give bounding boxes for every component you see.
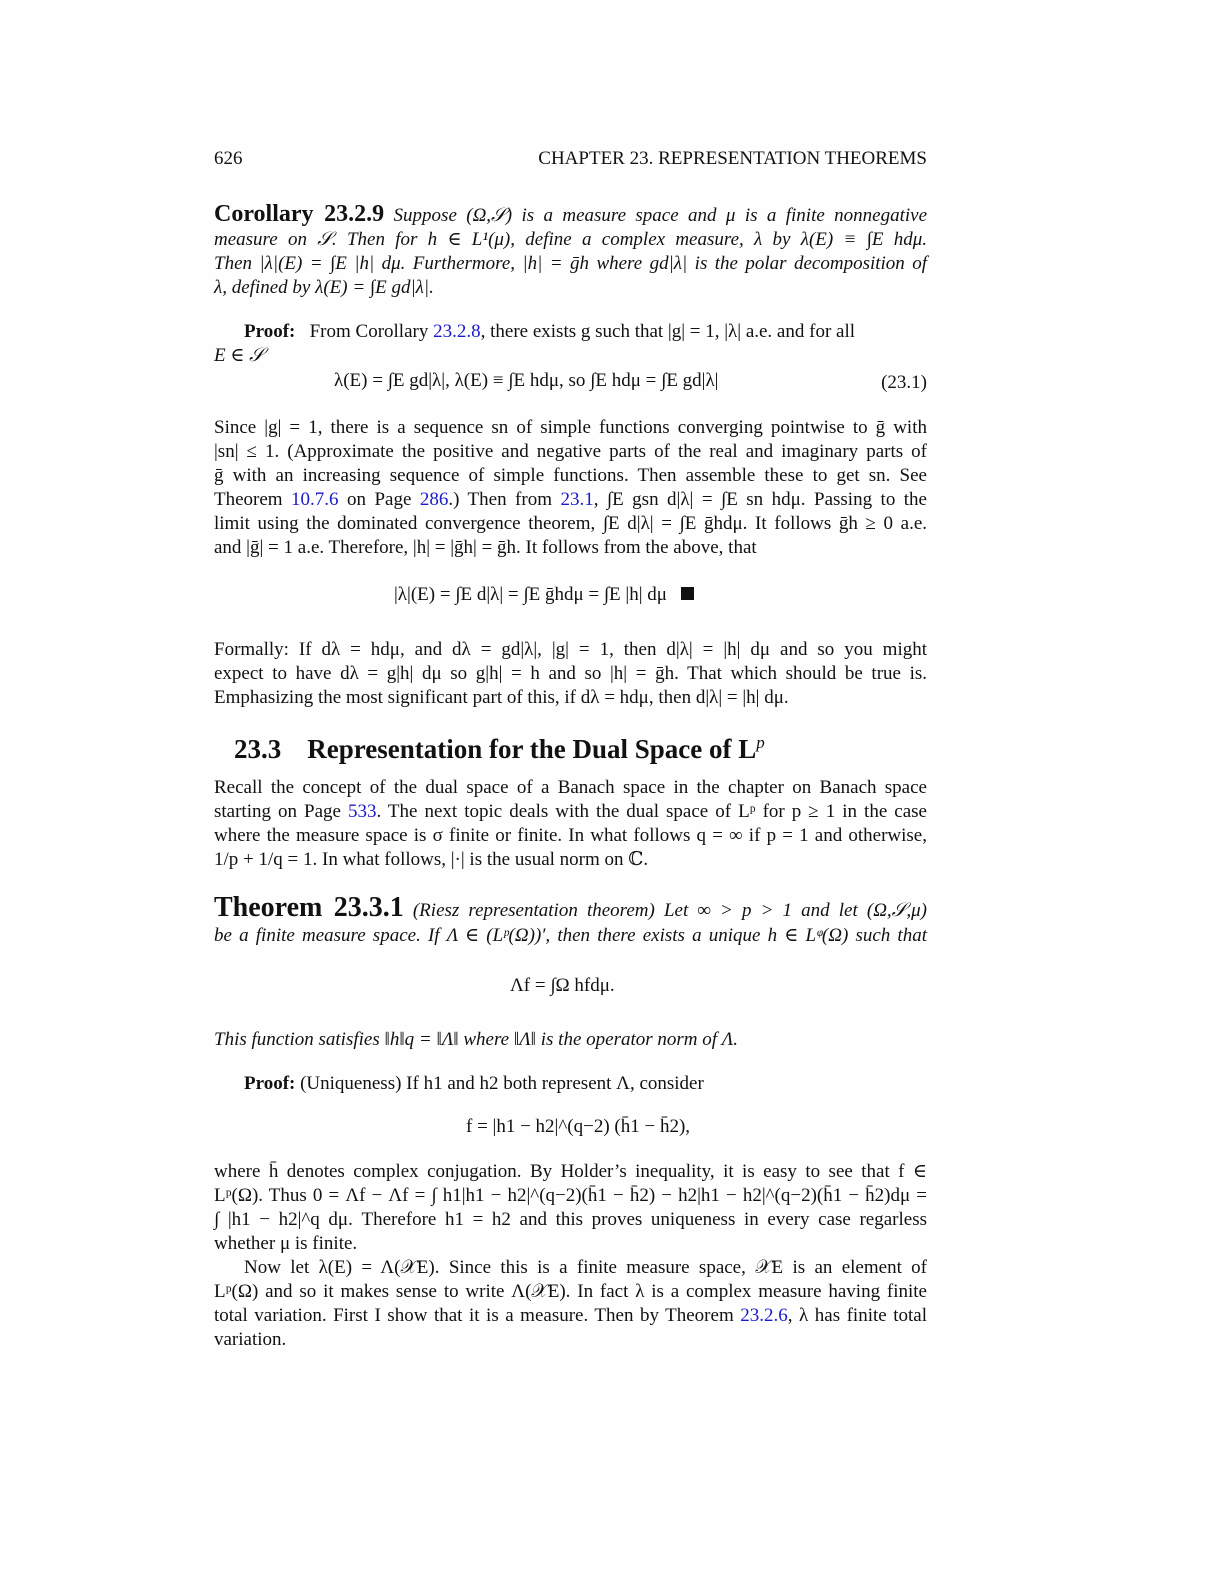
proof2-line-1 <box>214 1072 927 1096</box>
cross-reference-link[interactable]: 23.2.8 <box>433 321 481 342</box>
proof1-para-line-6: and |ḡ| = 1 a.e. Therefore, |h| = |ḡh| = ḡh. It follows from the above, that <box>214 537 757 558</box>
theorem-line-2: be a finite measure space. If Λ ∈ (Lᵖ(Ω))′, then there exists a unique h ∈ Lᵠ(Ω) such that <box>214 925 927 946</box>
intro-line-2: starting on Page 533. The next topic deals with the dual space of Lᵖ for p ≥ 1 in the case <box>214 801 927 822</box>
theorem-label: Theorem 23.3.1 <box>214 892 404 923</box>
section-heading <box>234 733 765 765</box>
theorem-line-1 <box>214 892 927 923</box>
proof2-para-line-6: Lᵖ(Ω) and so it makes sense to write Λ(𝒳E). In fact λ is a complex measure having finite <box>214 1281 927 1302</box>
proof1-para-line-2: |sn| ≤ 1. (Approximate the positive and negative parts of the real and imaginary parts of <box>214 441 927 462</box>
corollary-line-4: λ, defined by λ(E) = ∫E gd|λ|. <box>214 277 434 298</box>
cross-reference-link[interactable]: 533 <box>347 801 377 822</box>
cross-reference-link[interactable]: 286 <box>419 489 449 510</box>
proof2-equation: f = |h1 − h2|^(q−2) (h̄1 − h̄2), <box>466 1116 691 1137</box>
intro-line-1: Recall the concept of the dual space of a Banach space in the chapter on Banach space <box>214 777 927 798</box>
section-title-sup: p <box>756 733 765 752</box>
cross-reference-link[interactable]: 23.2.6 <box>740 1305 788 1326</box>
intro-line-3: where the measure space is σ finite or finite. In what follows q = ∞ if p = 1 and otherwise, <box>214 825 927 846</box>
proof1-para-line-3: ḡ with an increasing sequence of simple functions. Then assemble these to get sn. See <box>214 465 927 486</box>
proof2-text: (Uniqueness) If h1 and h2 both represent Λ, consider <box>300 1073 704 1094</box>
corollary-line-2: measure on 𝒮. Then for h ∈ L¹(μ), define a complex measure, λ by λ(E) ≡ ∫E hdμ. <box>214 229 927 250</box>
proof2-label: Proof: <box>244 1073 296 1094</box>
proof-label: Proof: <box>244 321 296 342</box>
running-title: CHAPTER 23. REPRESENTATION THEOREMS <box>538 148 927 169</box>
proof2-para-line-8: variation. <box>214 1329 287 1350</box>
proof2-para-line-4: whether μ is finite. <box>214 1233 358 1254</box>
proof2-para-line-5: Now let λ(E) = Λ(𝒳E). Since this is a finite measure space, 𝒳E is an element of <box>244 1257 927 1278</box>
formally-line-2: expect to have dλ = g|h| dμ so g|h| = h and so |h| = ḡh. That which should be true is. <box>214 663 927 684</box>
theorem-text-1: (Riesz representation theorem) Let ∞ > p > 1 and let (Ω,𝒮,μ) <box>412 900 927 921</box>
formally-line-3: Emphasizing the most significant part of this, if dλ = hdμ, then d|λ| = |h| dμ. <box>214 687 789 708</box>
formally-line-1: Formally: If dλ = hdμ, and dλ = gd|λ|, |g| = 1, then d|λ| = |h| dμ and so you might <box>214 639 927 660</box>
qed-square-icon <box>681 587 694 600</box>
section-title: Representation for the Dual Space of L <box>307 734 757 764</box>
final-equation <box>394 584 694 606</box>
proof1-text: From Corollary 23.2.8, there exists g such that |g| = 1, |λ| a.e. and for all <box>309 321 856 342</box>
proof2-para-line-7: total variation. First I show that it is a measure. Then by Theorem 23.2.6, λ has finite total <box>214 1305 927 1326</box>
proof2-para-line-1: where h̄ denotes complex conjugation. By Holder’s inequality, it is easy to see that f ∈ <box>214 1161 927 1182</box>
theorem-equation: Λf = ∫Ω hfdμ. <box>510 975 615 996</box>
proof1-line-1 <box>214 320 927 344</box>
proof2-para-line-2: Lᵖ(Ω). Thus 0 = Λf − Λf = ∫ h1|h1 − h2|^(q−2)(h̄1 − h̄2) − h2|h1 − h2|^(q−2)(h̄1 − h̄2)dμ = <box>214 1185 927 1206</box>
proof1-para-line-1: Since |g| = 1, there is a sequence sn of simple functions converging pointwise to ḡ with <box>214 417 927 438</box>
proof2-para-line-3: ∫ |h1 − h2|^q dμ. Therefore h1 = h2 and this proves uniqueness in every case regarless <box>214 1209 927 1230</box>
proof1-para-text-4: Theorem 10.7.6 on Page 286.) Then from 23.1, ∫E gsn d|λ| = ∫E sn hdμ. Passing to the <box>214 489 927 510</box>
proof1-para-line-5: limit using the dominated convergence theorem, ∫E d|λ| = ∫E ḡhdμ. It follows ḡh ≥ 0 a.e. <box>214 513 927 534</box>
corollary-text-1: Suppose (Ω,𝒮) is a measure space and μ is a finite nonnegative <box>393 205 928 226</box>
equation-23-1: λ(E) = ∫E gd|λ|, λ(E) ≡ ∫E hdμ, so ∫E hdμ = ∫E gd|λ| <box>334 370 719 391</box>
final-equation-text: |λ|(E) = ∫E d|λ| = ∫E ḡhdμ = ∫E |h| dμ <box>394 584 667 605</box>
theorem-line-3: This function satisfies ‖h‖q = ‖Λ‖ where ‖Λ‖ is the operator norm of Λ. <box>214 1029 739 1050</box>
cross-reference-link[interactable]: 23.1 <box>560 489 594 510</box>
section-number: 23.3 <box>234 734 282 764</box>
proof1-para-line-4 <box>214 488 927 512</box>
corollary-label: Corollary 23.2.9 <box>214 201 385 227</box>
page-number: 626 <box>214 148 243 169</box>
cross-reference-link[interactable]: 10.7.6 <box>291 489 339 510</box>
intro-line-4: 1/p + 1/q = 1. In what follows, |·| is the usual norm on ℂ. <box>214 849 649 870</box>
corollary-line-1 <box>214 202 927 228</box>
corollary-line-3: Then |λ|(E) = ∫E |h| dμ. Furthermore, |h| = ḡh where gd|λ| is the polar decomposition of <box>214 253 927 274</box>
proof1-line-2: E ∈ 𝒮 <box>214 345 264 366</box>
equation-number: (23.1) <box>881 372 927 393</box>
